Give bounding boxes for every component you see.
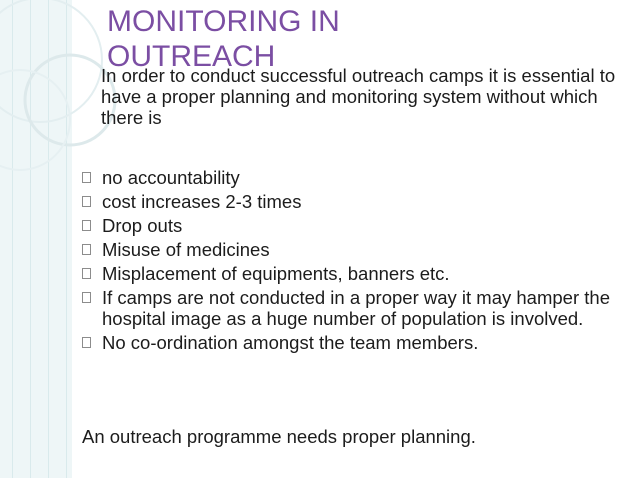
list-item-text: Misuse of medicines	[102, 239, 270, 260]
list-item-text: Drop outs	[102, 215, 183, 236]
title-line-1: MONITORING IN	[107, 5, 340, 38]
list-item-text: no accountability	[102, 167, 240, 188]
list-item-text: No co-ordination amongst the team members.	[102, 332, 479, 353]
list-item	[82, 332, 627, 353]
bullet-list	[82, 167, 627, 356]
list-item	[82, 215, 627, 236]
bullet-square-icon	[82, 196, 91, 207]
list-item	[82, 167, 627, 188]
intro-paragraph: In order to conduct successful outreach camps it is essential to have a proper planning and monitoring system without which there is	[101, 65, 616, 128]
bullet-square-icon	[82, 268, 91, 279]
list-item	[82, 287, 627, 329]
slide-title	[107, 4, 507, 74]
deco-circle	[0, 70, 70, 170]
list-item-text: If camps are not conducted in a proper way it may hamper the hospital image as a huge number of population is involved.	[102, 287, 610, 329]
bullet-square-icon	[82, 172, 91, 183]
deco-circle	[0, 0, 102, 122]
closing-statement: An outreach programme needs proper planning.	[82, 426, 476, 447]
bullet-square-icon	[82, 292, 91, 303]
bullet-square-icon	[82, 220, 91, 231]
list-item-text: cost increases 2-3 times	[102, 191, 302, 212]
title-line-2: OUTREACH	[107, 40, 276, 73]
bullet-square-icon	[82, 337, 91, 348]
list-item	[82, 239, 627, 260]
list-item-text: Misplacement of equipments, banners etc.	[102, 263, 450, 284]
list-item	[82, 191, 627, 212]
list-item	[82, 263, 627, 284]
bullet-square-icon	[82, 244, 91, 255]
